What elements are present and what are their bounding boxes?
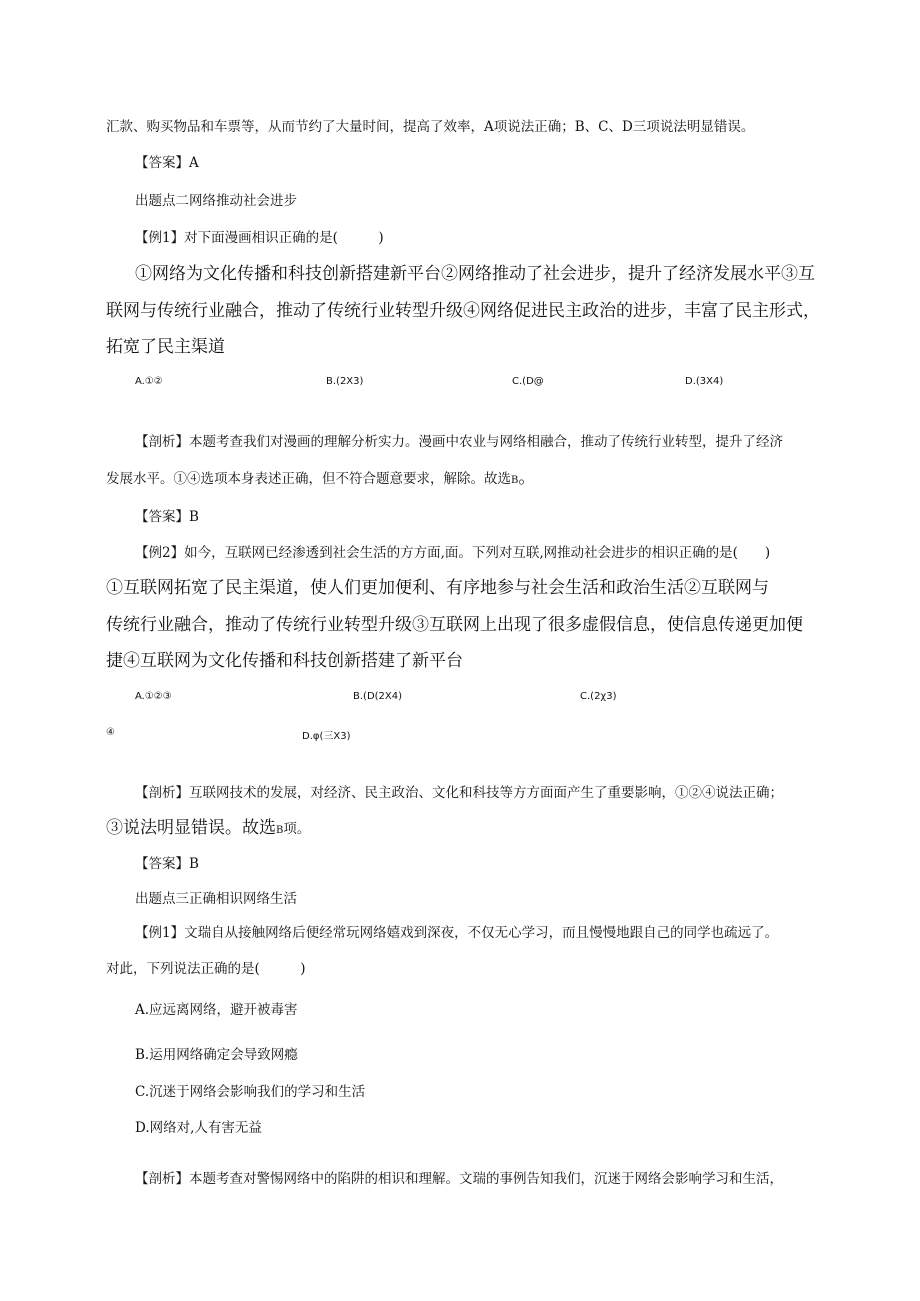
section-heading: 出题点二网络推动社会进步 bbox=[135, 193, 297, 209]
analysis-text: ③说法明显错误。故选 bbox=[106, 818, 276, 838]
question-stem: 【例2】如今，互联网已经渗透到社会生活的方方面,面。下列对互联,网推动社会进步的相识正确的是( ) bbox=[135, 545, 771, 561]
question-stem: 对此，下列说法正确的是( ) bbox=[106, 961, 306, 977]
option-a: A.①②③ bbox=[135, 691, 172, 702]
analysis-line: 【剖析】互联网技术的发展，对经济、民主政治、文化和科技等方方面面产生了重要影响，①②④说法正确； bbox=[135, 785, 783, 801]
option-b: B.运用网络确定会导致网瘾 bbox=[135, 1047, 298, 1063]
answer-letter: B bbox=[511, 475, 519, 486]
analysis-line bbox=[106, 813, 310, 838]
statement-line: 捷④互联网为文化传播和科技创新搭建了新平台 bbox=[106, 651, 463, 671]
statement-line: ①互联网拓宽了民主渠道，使人们更加便利、有序地参与社会生活和政治生活②互联网与 bbox=[106, 578, 769, 598]
option-c-continued: ④ bbox=[106, 727, 115, 738]
analysis-line: 【剖析】本题考查对警惕网络中的陷阱的相识和理解。文瑞的事例告知我们，沉迷于网络会影响学习和生活， bbox=[135, 1171, 783, 1187]
answer-letter: B bbox=[276, 825, 284, 836]
analysis-line bbox=[106, 463, 535, 488]
answer-label: 【答案】A bbox=[135, 155, 199, 171]
question-stem: 【例1】文瑞自从接触网络后便经常玩网络嬉戏到深夜，不仅无心学习，而且慢慢地跟自己的同学也疏远了。 bbox=[135, 925, 779, 941]
analysis-end: 。 bbox=[518, 468, 536, 488]
answer-label: 【答案】B bbox=[135, 509, 199, 525]
answer-label: 【答案】B bbox=[135, 856, 199, 872]
analysis-text: 发展水平。①④选项本身表述正确，但不符合题意要求，解除。故选 bbox=[106, 471, 511, 487]
option-b: B.(D(2X4) bbox=[353, 691, 403, 702]
option-c: C.(D@ bbox=[512, 376, 544, 387]
option-d: D.φ(三X3) bbox=[302, 731, 351, 742]
text-line: 汇款、购买物品和车票等，从而节约了大量时间，提高了效率，A项说法正确；B、C、D三项说法明显错误。 bbox=[106, 119, 755, 135]
statement-line: 拓宽了民主渠道 bbox=[106, 337, 225, 357]
option-b: B.(2X3) bbox=[326, 376, 364, 387]
statement-line: 联网与传统行业融合，推动了传统行业转型升级④网络促进民主政治的进步，丰富了民主形式， bbox=[106, 301, 820, 321]
option-a: A.应远离网络，避开被毒害 bbox=[135, 1002, 298, 1018]
section-heading: 出题点三正确相识网络生活 bbox=[135, 891, 297, 907]
analysis-end: 项。 bbox=[283, 821, 311, 837]
option-c: C.沉迷于网络会影响我们的学习和生活 bbox=[135, 1084, 366, 1100]
option-d: D.(3X4) bbox=[685, 376, 724, 387]
statement-line: 传统行业融合，推动了传统行业转型升级③互联网上出现了很多虚假信息，使信息传递更加便 bbox=[106, 615, 803, 635]
analysis-line: 【剖析】本题考查我们对漫画的理解分析实力。漫画中农业与网络相融合，推动了传统行业转型，提升了经济 bbox=[135, 434, 783, 450]
question-stem: 【例1】对下面漫画相识正确的是( ) bbox=[135, 230, 384, 246]
statement-line: ①网络为文化传播和科技创新搭建新平台②网络推动了社会进步，提升了经济发展水平③互 bbox=[135, 264, 815, 284]
option-a: A.①② bbox=[135, 376, 163, 387]
option-c: C.(2χ3) bbox=[580, 691, 617, 702]
option-d: D.网络对,人有害无益 bbox=[135, 1120, 262, 1136]
